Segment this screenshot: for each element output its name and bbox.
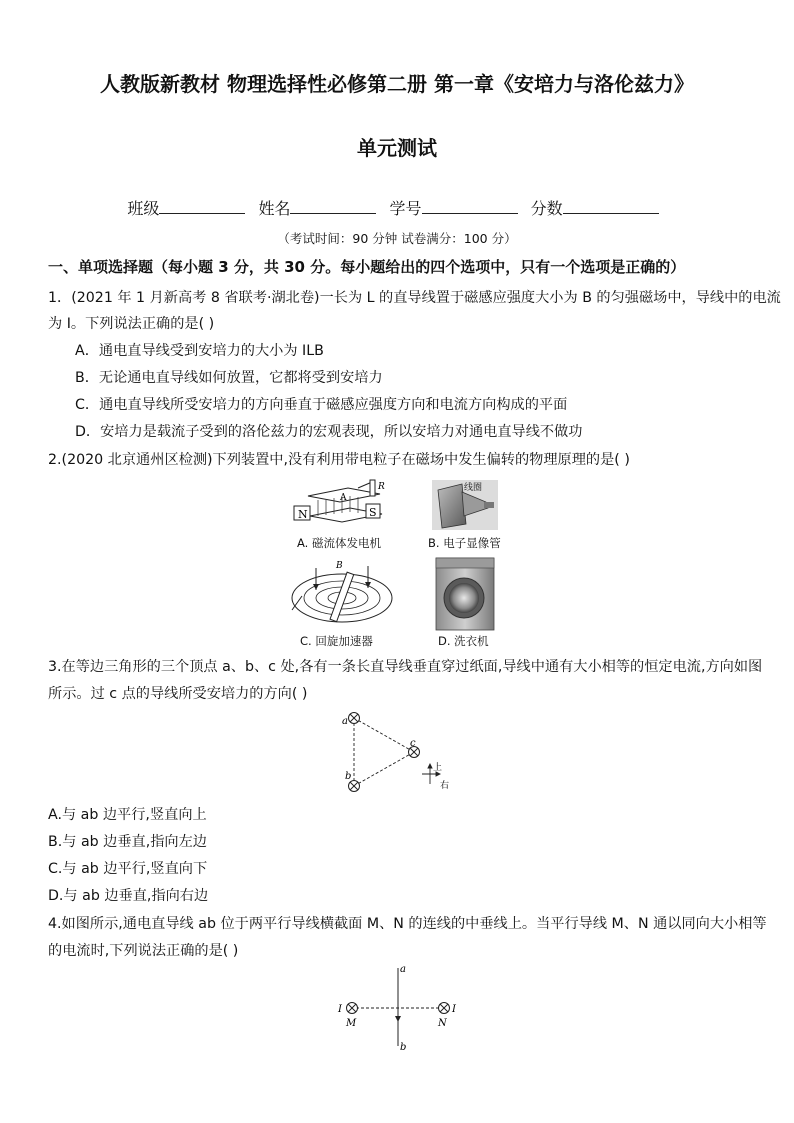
fig3-label-c: c: [410, 738, 416, 749]
q4-stem-line1: 4.如图所示,通电直导线 ab 位于两平行导线横截面 M、N 的连线的中垂线上。当平行导线 M、N 通以同向大小相等: [48, 916, 767, 932]
mhd-generator-figure: [288, 478, 396, 532]
washing-machine-figure: [434, 556, 496, 632]
id-blank[interactable]: [422, 199, 518, 214]
fig4-label-n: N: [438, 1018, 447, 1029]
q1-stem-line1: 1．(2021 年 1 月新高考 8 省联考·湖北卷)一长为 L 的直导线置于磁感应强度大小为 B 的匀强磁场中，导线中的电流: [48, 290, 781, 306]
mhd-a-label: A: [340, 493, 347, 503]
q3-option-a: A.与 ab 边平行,竖直向上: [48, 807, 207, 823]
wire-m-cross-icon: [347, 1003, 358, 1014]
q1-stem-line2: 为 I。下列说法正确的是( ): [48, 316, 215, 332]
q1-option-c: C．通电直导线所受安培力的方向垂直于磁感应强度方向和电流方向构成的平面: [75, 397, 568, 413]
fig3-label-a: a: [342, 716, 348, 727]
page-title: 人教版新教材 物理选择性必修第二册 第一章《安培力与洛伦兹力》: [100, 72, 694, 96]
q4-stem-line2: 的电流时,下列说法正确的是( ): [48, 943, 239, 959]
wire-n-cross-icon: [439, 1003, 450, 1014]
score-label: 分数: [530, 199, 563, 218]
id-label: 学号: [389, 199, 422, 218]
fig3-up-label: 上: [433, 763, 443, 773]
q2-caption-b: B. 电子显像管: [428, 536, 501, 550]
name-blank[interactable]: [290, 199, 376, 214]
crt-coil-label: 线圈: [464, 483, 483, 493]
q2-caption-a: A. 磁流体发电机: [297, 536, 381, 550]
class-label: 班级: [127, 199, 160, 218]
wire-b-cross-icon: [349, 781, 360, 792]
q2-caption-c: C. 回旋加速器: [300, 634, 373, 648]
fig4-label-m: M: [346, 1018, 357, 1029]
parallel-wires-figure: [332, 960, 464, 1056]
q3-stem-line2: 所示。过 c 点的导线所受安培力的方向( ): [48, 686, 308, 702]
wire-a-cross-icon: [349, 713, 360, 724]
q1-option-d: D．安培力是载流子受到的洛伦兹力的宏观表现，所以安培力对通电直导线不做功: [75, 424, 583, 440]
fig4-label-i-left: I: [338, 1004, 342, 1015]
class-blank[interactable]: [159, 199, 245, 214]
mhd-s-label: S: [369, 506, 377, 519]
triangle-wires-figure: [336, 704, 460, 798]
q1-option-a: A．通电直导线受到安培力的大小为 ILB: [75, 343, 324, 359]
cyclotron-b-label: B: [336, 561, 343, 571]
q2-stem: 2.(2020 北京通州区检测)下列装置中,没有利用带电粒子在磁场中发生偏转的物理原理的是( ): [48, 452, 630, 468]
crt-tube-figure: [432, 480, 498, 530]
fig4-label-a: a: [400, 964, 406, 975]
q2-caption-d: D. 洗衣机: [438, 634, 489, 648]
fig3-label-b: b: [345, 771, 352, 782]
mhd-r-label: R: [378, 482, 385, 492]
fig3-right-label: 右: [440, 781, 450, 791]
cyclotron-figure: [286, 560, 398, 630]
exam-note: （考试时间：90 分钟 试卷满分：100 分）: [277, 231, 517, 246]
name-label: 姓名: [258, 199, 291, 218]
section-heading: 一、单项选择题（每小题 3 分，共 30 分。每小题给出的四个选项中，只有一个选项是正确的）: [48, 258, 686, 276]
page-subtitle: 单元测试: [357, 136, 437, 160]
fig4-label-b: b: [400, 1042, 407, 1053]
student-info-row: [0, 196, 794, 219]
mhd-n-label: N: [298, 508, 308, 521]
q3-option-c: C.与 ab 边平行,竖直向下: [48, 861, 208, 877]
q3-stem-line1: 3.在等边三角形的三个顶点 a、b、c 处,各有一条长直导线垂直穿过纸面,导线中通有大小相等的恒定电流,方向如图: [48, 659, 763, 675]
q3-option-b: B.与 ab 边垂直,指向左边: [48, 834, 207, 850]
q3-option-d: D.与 ab 边垂直,指向右边: [48, 888, 209, 904]
fig4-label-i-right: I: [452, 1004, 456, 1015]
score-blank[interactable]: [563, 199, 659, 214]
q1-option-b: B．无论通电直导线如何放置，它都将受到安培力: [75, 370, 383, 386]
